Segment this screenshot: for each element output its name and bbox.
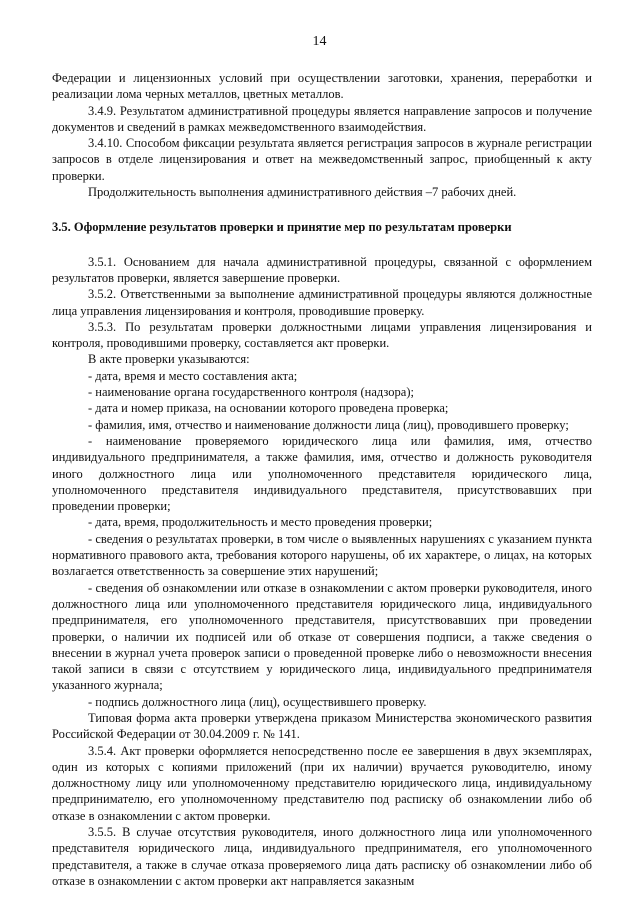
paragraph-3-5-1: 3.5.1. Основанием для начала административной процедуры, связанной с оформлением результатов проверки, является завершение проверки. — [52, 254, 592, 285]
list-item: - подпись должностного лица (лиц), осуществившего проверку. — [88, 694, 427, 709]
paragraph-standard-form: Типовая форма акта проверки утверждена приказом Министерства экономического развития Российской Федерации от 30.04.2009 г. № 141. — [52, 710, 592, 742]
list-item: - дата и номер приказа, на основании которого проведена проверка; — [88, 401, 449, 416]
section-heading-3-5: 3.5. Оформление результатов проверки и принятие мер по результатам проверки — [52, 220, 512, 235]
paragraph-3-5-4: 3.5.4. Акт проверки оформляется непосредственно после ее завершения в двух экземплярах, один из которых с копиями приложений (при их наличии) вручается руководителю, иному должностному лицу или уполномоченному представителю юридического лица, индивидуальному предпринимателю, его уполномоченному представителю под расписку об ознакомлении либо об отказе в ознакомлении с актом проверки. — [52, 743, 592, 823]
paragraph-3-5-5: 3.5.5. В случае отсутствия руководителя, иного должностного лица или уполномоченного представителя юридического лица, индивидуального предпринимателя, его уполномоченного представителя, а также в случае отказа проверяемого лица дать расписку об ознакомлении либо об отказе в ознакомлении с актом проверки акт направляется заказным — [52, 825, 592, 888]
list-item: - дата, время и место составления акта; — [88, 368, 298, 383]
document-body — [52, 70, 592, 889]
paragraph-duration: Продолжительность выполнения административного действия –7 рабочих дней. — [88, 185, 517, 200]
act-contents-intro: В акте проверки указываются: — [88, 352, 250, 367]
list-item: - фамилия, имя, отчество и наименование должности лица (лиц), проводившего проверку; — [88, 417, 569, 432]
list-item: - сведения о результатах проверки, в том числе о выявленных нарушениях с указанием пункта нормативного правового акта, требования которого нарушены, об их характере, о лицах, на которых возлагается ответственность за совершение этих нарушений; — [52, 531, 592, 579]
page-number: 14 — [312, 34, 327, 49]
paragraph-3-5-2: 3.5.2. Ответственными за выполнение административной процедуры являются должностные лица управления лицензирования и контроля, проводившие проверку. — [52, 287, 592, 318]
list-item: - сведения об ознакомлении или отказе в ознакомлении с актом проверки руководителя, иного должностного лица или уполномоченного представителя юридического лица, индивидуального предпринимателя, его уполномоченного представителя, присутствовавших при проведении проверки, о наличии их подписей или об отказе от совершения подписи, а также сведения о внесении в журнал учета проверок записи о проведенной проверке либо о невозможности внесения такой записи в связи с отсутствием у юридического лица, индивидуального предпринимателя указанного журнала; — [52, 580, 592, 693]
paragraph-3-4-9: 3.4.9. Результатом административной процедуры является направление запросов и получение документов и сведений в рамках межведомственного взаимодействия. — [52, 103, 592, 134]
paragraph-3-5-3: 3.5.3. По результатам проверки должностными лицами управления лицензирования и контроля, проводившими проверку, составляется акт проверки. — [52, 319, 592, 351]
list-item: - наименование проверяемого юридического лица или фамилия, имя, отчество индивидуального предпринимателя, а также фамилия, имя, отчество и должность руководителя иного должностного лица или уполномоченного представителя юридического лица, уполномоченного представителя индивидуального представителя, присутствовавших при проведении проверки; — [52, 433, 592, 514]
list-item: - дата, время, продолжительность и место проведения проверки; — [88, 515, 433, 530]
list-item: - наименование органа государственного контроля (надзора); — [88, 385, 414, 400]
paragraph-continuation: Федерации и лицензионных условий при осуществлении заготовки, хранения, переработки и реализации лома черных металлов, цветных металлов. — [52, 71, 592, 102]
paragraph-3-4-10: 3.4.10. Способом фиксации результата является регистрация запросов в журнале регистрации запросов в отделе лицензирования и ответ на межведомственный запрос, приобщенный к акту проверки. — [52, 136, 592, 183]
